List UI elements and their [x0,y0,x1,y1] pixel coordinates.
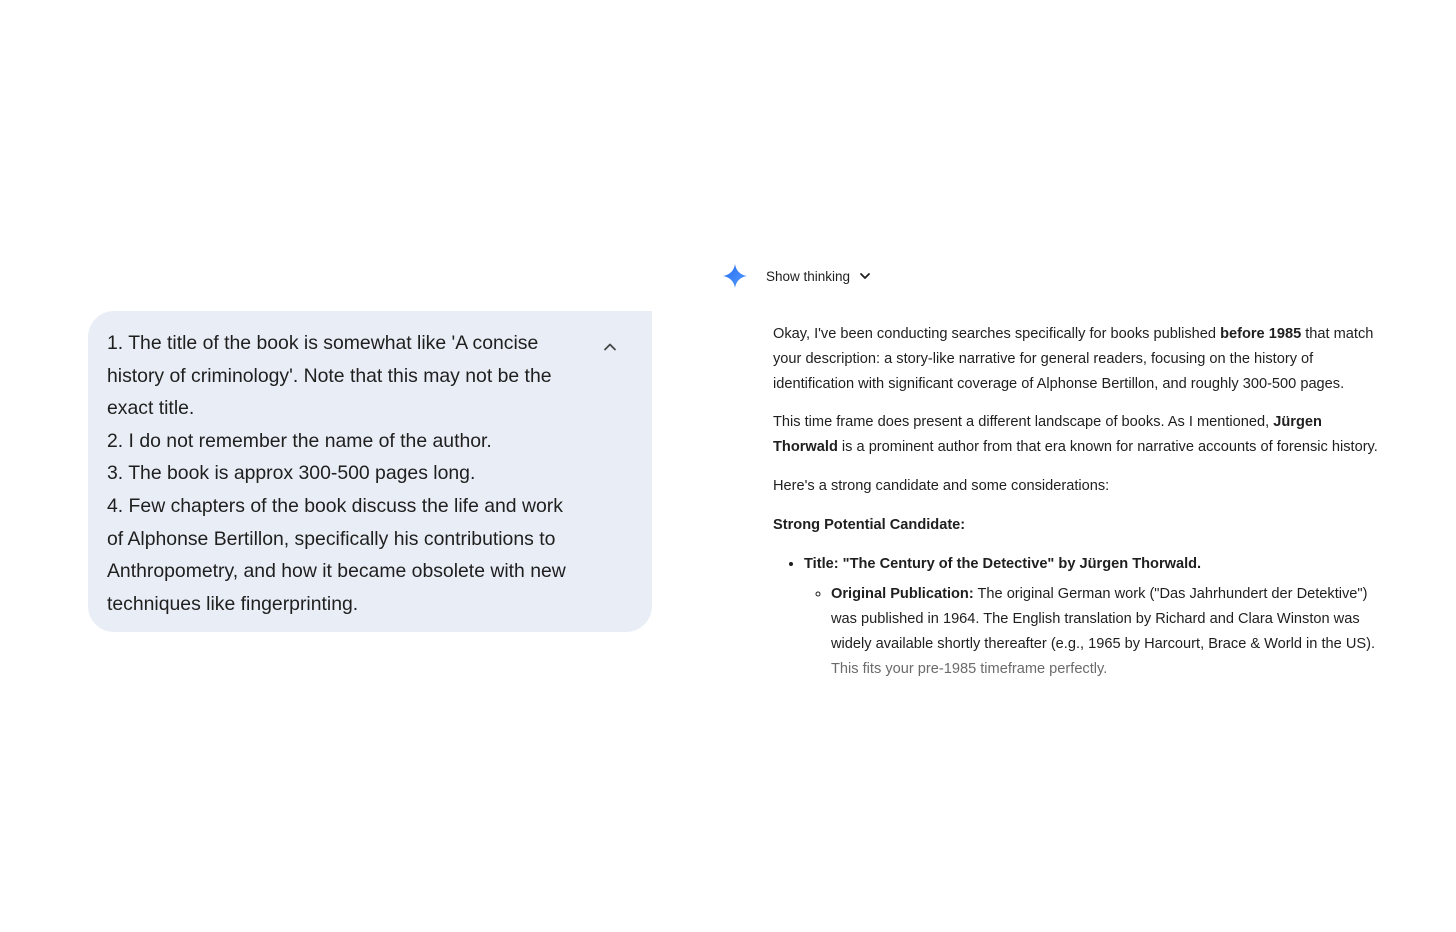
original-publication-faded: This fits your pre-1985 timeframe perfectly. [831,660,1108,677]
show-thinking-label: Show thinking [766,268,851,284]
para2-bold: Jürgen Thorwald [773,414,1322,456]
collapse-message-button[interactable] [596,333,624,361]
response-paragraph-1 [773,322,1383,396]
user-message-bubble [88,311,652,632]
show-thinking-toggle[interactable] [766,269,872,284]
user-message-line-4: 4. Few chapters of the book discuss the life and work of Alphonse Bertillon, specifically his contributions to Anthropometry, and how it became obsolete with new techniques like fingerprinting. [107,494,566,615]
candidate-details [804,582,1383,681]
user-message-line-3: 3. The book is approx 300-500 pages long. [107,462,476,485]
user-message-line-2: 2. I do not remember the name of the author. [107,429,492,452]
response-paragraph-2 [773,410,1383,460]
response-body [773,322,1383,688]
gemini-sparkle-icon [722,263,748,289]
original-publication-label: Original Publication: [831,586,974,603]
chevron-down-icon [858,269,872,283]
user-message-line-1: 1. The title of the book is somewhat like 'A concise history of criminology'. Note that this may not be the exact title. [107,332,552,420]
chevron-up-icon [602,339,618,355]
para1-text-a: Okay, I've been conducting searches specifically for books published [773,326,1221,342]
response-header [722,262,872,290]
candidate-heading: Strong Potential Candidate: [773,516,966,533]
para2-text-b: is a prominent author from that era known for narrative accounts of forensic history. [837,439,1378,456]
para2-text-a: This time frame does present a different landscape of books. As I mentioned, [773,414,1274,431]
candidate-list [773,552,1383,682]
list-item [831,582,1383,681]
list-item [804,552,1383,682]
original-publication-text: The original German work ("Das Jahrhundert der Detektive") was published in 1964. The English translation by Richard and Clara Winston was widely available shortly thereafter (e.g., 1965 by Harcourt, Brace & World in the US). [831,586,1376,652]
para1-text-b: that match your description: a story-like narrative for general readers, focusing on the history of identification with significant coverage of Alphonse Bertillon, and roughly 300-500 pages. [773,326,1374,392]
para1-bold: before 1985 [1220,326,1302,342]
candidate-title: Title: "The Century of the Detective" by Jürgen Thorwald. [804,555,1202,572]
response-paragraph-3: Here's a strong candidate and some considerations: [773,477,1110,494]
